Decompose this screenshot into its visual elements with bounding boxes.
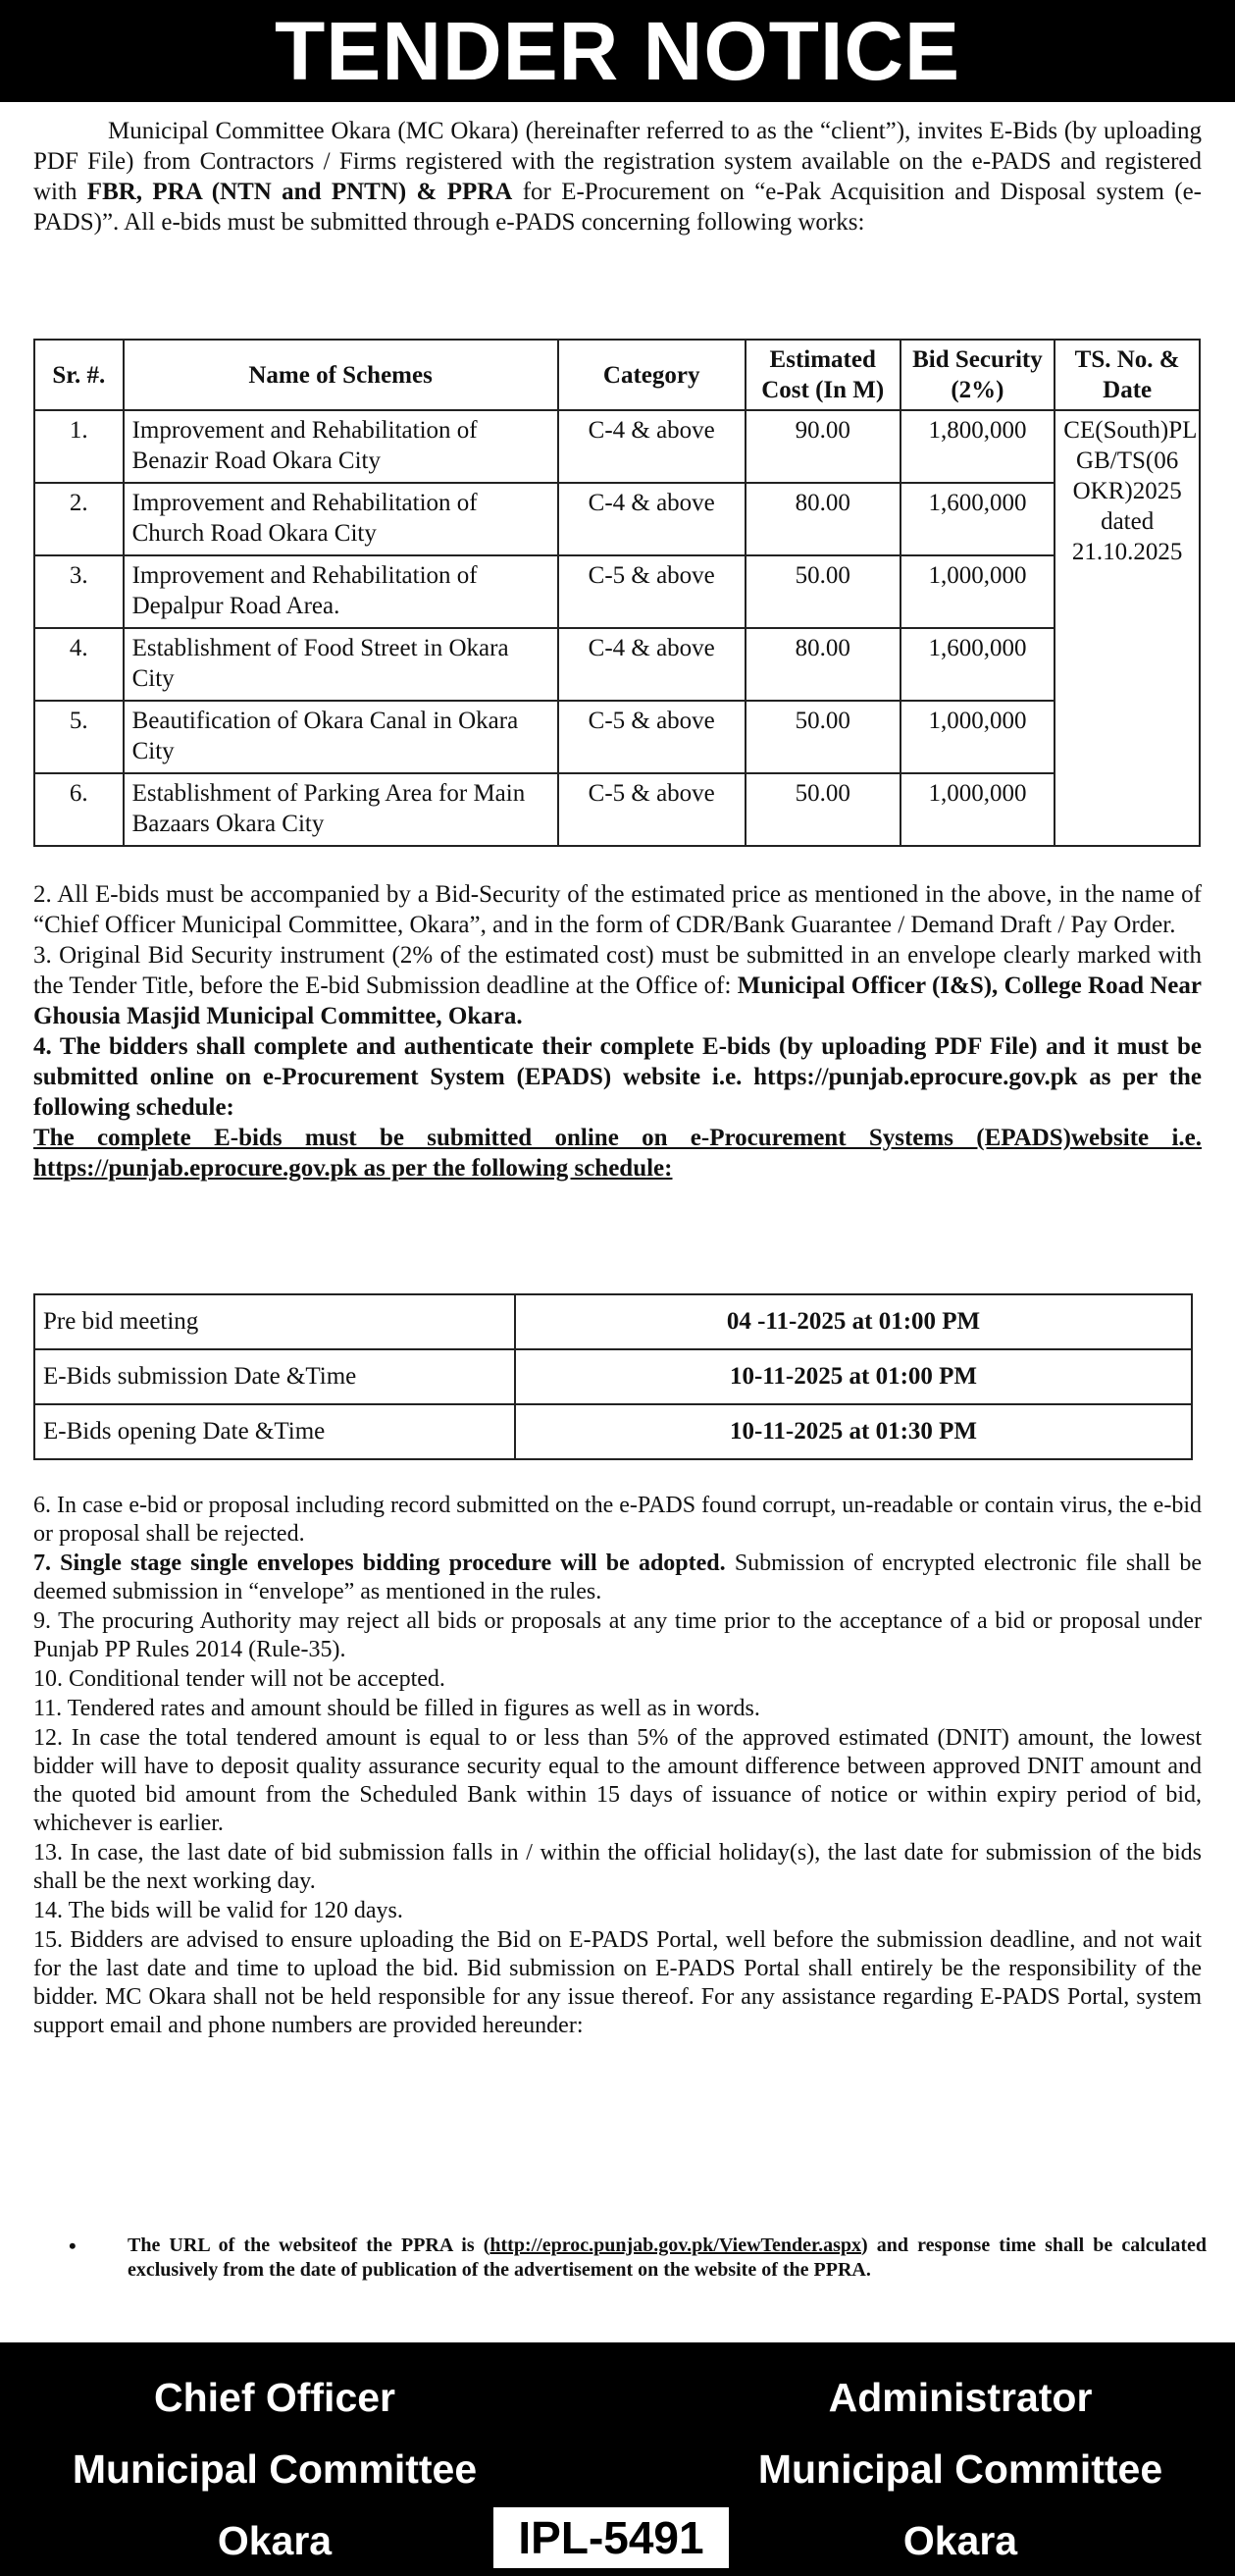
schedule-value: 10-11-2025 at 01:30 PM <box>515 1404 1192 1459</box>
intro-text: Municipal Committee Okara (MC Okara) (hereinafter referred to as the “client”), invites E-Bids (by uploading PDF File) from Contractors / Firms registered with the registration system available on the e-PADS and registered with <box>33 118 1202 205</box>
cell-category: C-4 & above <box>558 628 746 701</box>
cell-security: 1,800,000 <box>901 410 1055 483</box>
signature-city: Okara <box>217 2518 333 2563</box>
col-security: Bid Security (2%) <box>901 340 1055 410</box>
col-sr: Sr. #. <box>34 340 124 410</box>
table-row <box>34 555 1200 628</box>
schedule-table <box>33 1293 1193 1460</box>
para-3-office: Municipal Officer (I&S), College Road Near Ghousia Masjid Municipal Committee, Okara. <box>33 973 1203 1029</box>
page-title: TENDER NOTICE <box>0 0 1235 102</box>
signature-chief-officer <box>0 2362 549 2576</box>
cell-security: 1,000,000 <box>901 555 1055 628</box>
schedule-label: E-Bids opening Date &Time <box>34 1404 515 1459</box>
cell-security: 1,600,000 <box>901 483 1055 555</box>
ppra-note-post: ) and response time shall be calculated exclusively from the date of publication of the advertisement on the website of the PPRA. <box>128 2234 1207 2281</box>
para-4: 4. The bidders shall complete and authenticate their complete E-bids (by uploading PDF File) and it must be submitted online on e-Procurement System (EPADS) website i.e. https://punjab.eprocure.gov.pk as per the following schedule: <box>33 1033 1202 1121</box>
para-7 <box>33 1550 1202 1606</box>
works-table-header <box>34 340 1200 410</box>
table-row <box>34 1404 1192 1459</box>
cell-security: 1,000,000 <box>901 773 1055 846</box>
cell-name: Improvement and Rehabilitation of Church Road Okara City <box>124 483 558 555</box>
intro-section <box>33 116 1202 237</box>
table-row <box>34 1349 1192 1404</box>
cell-name: Establishment of Food Street in Okara City <box>124 628 558 701</box>
para-3-text: 3. Original Bid Security instrument (2% of the estimated cost) must be submitted in an envelope clearly marked with the Tender Title, before the E-bid Submission deadline at the Office of: <box>33 942 1202 999</box>
col-name: Name of Schemes <box>124 340 558 410</box>
cell-cost: 50.00 <box>746 555 901 628</box>
cell-cost: 90.00 <box>746 410 901 483</box>
cell-category: C-5 & above <box>558 773 746 846</box>
schedule-label: Pre bid meeting <box>34 1294 515 1349</box>
table-row <box>34 483 1200 555</box>
ppra-note-pre: The URL of the websiteof the PPRA is ( <box>128 2234 490 2256</box>
schedule-value: 10-11-2025 at 01:00 PM <box>515 1349 1192 1404</box>
col-category: Category <box>558 340 746 410</box>
table-row <box>34 773 1200 846</box>
cell-category: C-4 & above <box>558 410 746 483</box>
schedule-table-block <box>33 1293 1191 1460</box>
cell-category: C-4 & above <box>558 483 746 555</box>
para-14: 14. The bids will be valid for 120 days. <box>33 1898 403 1923</box>
cell-ts-no: CE(South)PL GB/TS(06 OKR)2025 dated 21.10.2025 <box>1055 410 1200 846</box>
col-ts: TS. No. & Date <box>1055 340 1200 410</box>
para-15: 15. Bidders are advised to ensure uploading the Bid on E-PADS Portal, well before the submission deadline, and not wait for the last date and time to upload the bid. Bid submission on E-PADS Portal shall entirely be the responsibility of the bidder. MC Okara shall not be held responsible for any issue thereof. For any assistance regarding E-PADS Portal, system support email and phone numbers are provided hereunder: <box>33 1927 1202 2038</box>
signature-city: Okara <box>902 2518 1018 2563</box>
cell-cost: 80.00 <box>746 483 901 555</box>
cell-sr: 2. <box>34 483 124 555</box>
para-10: 10. Conditional tender will not be accepted. <box>33 1666 445 1692</box>
works-table-block <box>33 339 1201 847</box>
cell-cost: 80.00 <box>746 628 901 701</box>
cell-name: Improvement and Rehabilitation of Depalpur Road Area. <box>124 555 558 628</box>
ppra-note-text <box>128 2234 1207 2283</box>
cell-category: C-5 & above <box>558 555 746 628</box>
signature-org: Municipal Committee <box>72 2446 478 2492</box>
cell-cost: 50.00 <box>746 773 901 846</box>
terms-section-a <box>33 879 1202 1183</box>
para-13: 13. In case, the last date of bid submission falls in / within the official holiday(s), the last date for submission of the bids shall be the next working day. <box>33 1840 1202 1894</box>
schedule-label: E-Bids submission Date &Time <box>34 1349 515 1404</box>
para-12: 12. In case the total tendered amount is equal to or less than 5% of the approved estimated (DNIT) amount, the lowest bidder will have to deposit quality assurance security equal to the amount difference between approved DNIT amount and the quoted bid amount from the Scheduled Bank within 15 days of issuance of notice or within expiry period of bid, whichever is earlier. <box>33 1725 1202 1836</box>
cell-sr: 4. <box>34 628 124 701</box>
cell-name: Establishment of Parking Area for Main Bazaars Okara City <box>124 773 558 846</box>
ppra-url-link[interactable]: http://eproc.punjab.gov.pk/ViewTender.aspx <box>489 2234 862 2256</box>
cell-security: 1,600,000 <box>901 628 1055 701</box>
table-row <box>34 1294 1192 1349</box>
table-row <box>34 701 1200 773</box>
signature-title: Administrator <box>828 2375 1093 2420</box>
signature-title: Chief Officer <box>153 2375 396 2420</box>
signature-org: Municipal Committee <box>757 2446 1163 2492</box>
cell-name: Improvement and Rehabilitation of Benazir Road Okara City <box>124 410 558 483</box>
works-table <box>33 339 1201 847</box>
cell-security: 1,000,000 <box>901 701 1055 773</box>
para-6: 6. In case e-bid or proposal including record submitted on the e-PADS found corrupt, un-readable or contain virus, the e-bid or proposal shall be rejected. <box>33 1493 1202 1547</box>
ipl-number-badge: IPL-5491 <box>493 2507 729 2568</box>
signature-administrator <box>686 2362 1235 2576</box>
para-3 <box>33 940 1202 1031</box>
intro-registration-bold: FBR, PRA (NTN and PNTN) & PPRA <box>86 179 513 205</box>
cell-sr: 5. <box>34 701 124 773</box>
para-4-underlined: The complete E-bids must be submitted online on e-Procurement Systems (EPADS)website i.e. https://punjab.eprocure.gov.pk as per the following schedule: <box>33 1125 1202 1182</box>
cell-sr: 1. <box>34 410 124 483</box>
table-row <box>34 628 1200 701</box>
intro-paragraph <box>33 116 1202 237</box>
para-7-bold: 7. Single stage single envelopes bidding procedure will be adopted. <box>33 1551 726 1576</box>
bullet-icon: • <box>69 2234 77 2258</box>
cell-sr: 6. <box>34 773 124 846</box>
col-cost: Estimated Cost (In M) <box>746 340 901 410</box>
cell-name: Beautification of Okara Canal in Okara City <box>124 701 558 773</box>
cell-sr: 3. <box>34 555 124 628</box>
para-9: 9. The procuring Authority may reject all bids or proposals at any time prior to the acceptance of a bid or proposal under Punjab PP Rules 2014 (Rule-35). <box>33 1608 1202 1662</box>
cell-category: C-5 & above <box>558 701 746 773</box>
schedule-value: 04 -11-2025 at 01:00 PM <box>515 1294 1192 1349</box>
para-7-text: Submission of encrypted electronic file shall be deemed submission in “envelope” as mentioned in the rules. <box>33 1551 1202 1604</box>
signature-footer <box>0 2342 1235 2576</box>
para-2: 2. All E-bids must be accompanied by a Bid-Security of the estimated price as mentioned in the above, in the name of “Chief Officer Municipal Committee, Okara”, and in the form of CDR/Bank Guarantee / Demand Draft / Pay Order. <box>33 881 1202 938</box>
intro-text-end: for E-Procurement on “e-Pak Acquisition and Disposal system (e-PADS)”. All e-bids must be submitted through e-PADS concerning following works: <box>33 179 1202 236</box>
cell-cost: 50.00 <box>746 701 901 773</box>
para-11: 11. Tendered rates and amount should be filled in figures as well as in words. <box>33 1696 760 1721</box>
table-row <box>34 410 1200 483</box>
terms-section-b <box>33 1492 1202 2041</box>
ppra-url-note <box>69 2234 1207 2283</box>
